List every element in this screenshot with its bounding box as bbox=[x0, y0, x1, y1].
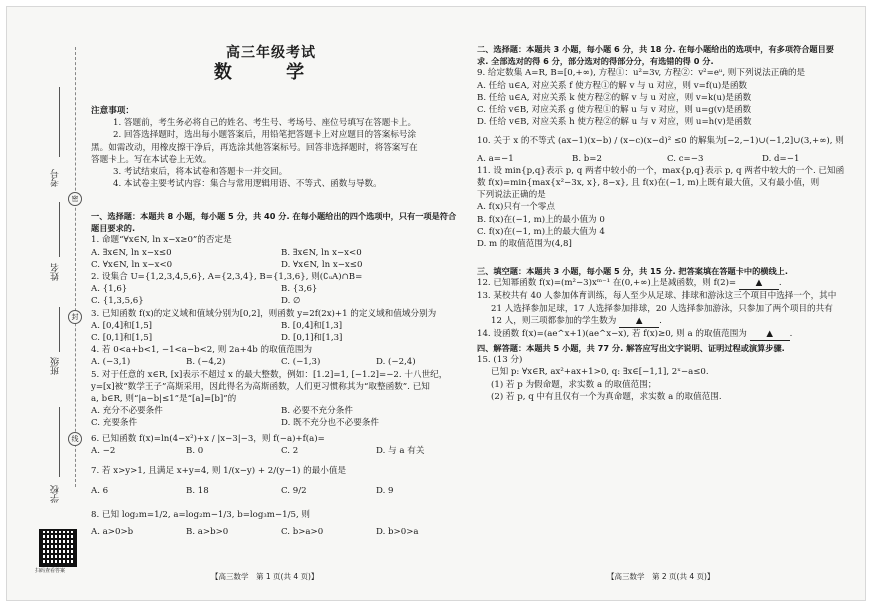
q5-option-d: D. 既不充分也不必要条件 bbox=[281, 418, 379, 429]
school-label: 学校 bbox=[51, 485, 61, 503]
q1-option-b: B. ∃x∈N, ln x−x<0 bbox=[281, 247, 362, 258]
q14-text: 14. 设函数 f(x)=(ae^x+1)(ae^x−x), 若 f(x)≥0, 则 a 的取值范围为 bbox=[477, 329, 747, 340]
q6-option-c: C. 2 bbox=[281, 445, 299, 456]
q13-stem-cont: 12 人，则三项都参加的学生数为 ▲ . bbox=[477, 315, 857, 328]
q9-option-c: C. 任给 v∈B, 对应关系 g 使方程①的解 u 与 v 对应，则 u=g(v)是函数 bbox=[477, 105, 752, 116]
q4-option-a: A. (−3,1) bbox=[91, 357, 131, 368]
q6-option-a: A. −2 bbox=[91, 445, 116, 456]
q13-stem: 13. 某校共有 40 人参加体育训练，每人至少从足球、排球和游泳这三个项目中选择一个，其中 bbox=[477, 291, 837, 302]
q3-option-c: C. [0,1]和[1,5] bbox=[91, 333, 153, 344]
q2-option-a: A. {1,6} bbox=[91, 284, 128, 295]
q14-stem: 14. 设函数 f(x)=(ae^x+1)(ae^x−x), 若 f(x)≥0, 则 a 的取值范围为 ▲ . bbox=[477, 328, 857, 341]
section-1-heading-cont: 题目要求的. bbox=[91, 223, 136, 234]
q11-stem-cont: 数 f(x)=min{max{x²−3x, x}, 8−x}, 且 f(x)在(−1, m)上既有最大值，又有最小值，则 bbox=[477, 178, 820, 189]
section-3-heading: 三、填空题：本题共 3 小题，每小题 5 分，共 15 分. 把答案填在答题卡中的横线上. bbox=[477, 266, 788, 276]
q7-option-a: A. 6 bbox=[91, 486, 109, 497]
q6-option-b: B. 0 bbox=[186, 445, 204, 456]
q9-option-a: A. 任给 u∈A, 对应关系 f 使方程①的解 v 与 u 对应，则 v=f(u)是函数 bbox=[477, 80, 748, 91]
name-label: 姓名 bbox=[51, 263, 61, 281]
q4-stem: 4. 若 0<a+b<1, −1<a−b<2, 则 2a+4b 的取值范围为 bbox=[91, 345, 313, 356]
class-line bbox=[59, 307, 60, 352]
section-2-heading: 二、选择题：本题共 3 小题，每小题 6 分，共 18 分. 在每小题给出的选项中，有多项符合题目要 bbox=[477, 44, 834, 54]
q4-option-c: C. (−1,3) bbox=[281, 357, 321, 368]
q15-part-1: (1) 若 p 为假命题，求实数 a 的取值范围； bbox=[491, 379, 657, 390]
notice-block bbox=[91, 105, 471, 190]
q11-option-a: A. f(x)只有一个零点 bbox=[477, 202, 555, 213]
section-3 bbox=[477, 265, 857, 341]
q11-stem: 11. 设 min{p,q}表示 p, q 两者中较小的一个，max{p,q}表示 p, q 两者中较大的一个. 已知函 bbox=[477, 165, 845, 176]
q1-stem: 1. 命题“∀x∈N, ln x−x≥0”的否定是 bbox=[91, 235, 232, 246]
q1-option-c: C. ∀x∈N, ln x−x<0 bbox=[91, 259, 173, 270]
notice-line: 答题卡上。写在本试卷上无效。 bbox=[91, 154, 212, 165]
q8-option-a: A. a>0>b bbox=[91, 526, 134, 537]
qr-code[interactable] bbox=[39, 529, 77, 567]
exam-no-label: 考号 bbox=[51, 169, 61, 187]
q8-stem: 8. 已知 log₂m=1/2, a=log₂m−1/3, b=log₃m−1/5, 则 bbox=[91, 510, 311, 521]
section-1 bbox=[91, 210, 471, 538]
exam-sheet bbox=[6, 6, 866, 601]
q9-stem: 9. 给定数集 A=R, B=[0,+∞), 方程①：u²=3v, 方程②：v²=eᵘ, 则下列说法正确的是 bbox=[477, 68, 806, 79]
q4-option-d: D. (−2,4) bbox=[376, 357, 416, 368]
q5-option-c: C. 充要条件 bbox=[91, 418, 138, 429]
q2-option-d: D. ∅ bbox=[281, 296, 301, 307]
cut-line bbox=[75, 47, 76, 487]
notice-line: 1. 答题前，考生务必将自己的姓名、考生号、考场号、座位号填写在答题卡上。 bbox=[113, 118, 417, 129]
notice-line: 2. 回答选择题时，选出每小题答案后，用铅笔把答题卡上对应题目的答案标号涂 bbox=[113, 130, 417, 141]
q11-option-b: B. f(x)在(−1, m)上的最小值为 0 bbox=[477, 214, 605, 225]
q2-option-b: B. {3,6} bbox=[281, 284, 318, 295]
notice-line: 3. 考试结束后，将本试卷和答题卡一并交回。 bbox=[113, 167, 288, 178]
section-1-heading: 一、选择题：本题共 8 小题，每小题 5 分，共 40 分. 在每小题给出的四个选项中，只有一项是符合 bbox=[91, 211, 457, 221]
q5-stem: 5. 对于任意的 x∈R, [x]表示不超过 x 的最大整数，例如：[1.2]=1, [−1.2]=−2. 十八世纪， bbox=[91, 369, 448, 380]
q7-option-c: C. 9/2 bbox=[281, 486, 307, 497]
exam-no-line bbox=[59, 87, 60, 157]
q12-stem: 12. 已知幂函数 f(x)=(m²−3)xᵐ⁻¹ 在(0,+∞)上是减函数，则 f(2)= ▲ . bbox=[477, 277, 857, 290]
seal-mark-mi: 密 bbox=[68, 192, 82, 206]
q7-option-d: D. 9 bbox=[376, 486, 394, 497]
q15-stem: 已知 p: ∀x∈R, ax²+ax+1>0, q: ∃x∈[−1,1], 2ˣ−a≤0. bbox=[491, 367, 709, 378]
class-label: 班级 bbox=[51, 357, 61, 375]
q10-stem: 10. 关于 x 的不等式 (ax−1)(x−b) / (x−c)(x−d)² ≤0 的解集为[−2,−1)∪(−1,2]∪(3,+∞), 则 bbox=[477, 136, 844, 147]
q11-option-d: D. m 的取值范围为(4,8] bbox=[477, 239, 572, 250]
q14-answer-blank[interactable]: ▲ bbox=[750, 328, 790, 341]
q5-option-a: A. 充分不必要条件 bbox=[91, 406, 163, 417]
q5-stem-cont: a, b∈R, 则“|a−b|≤1”是“[a]=[b]”的 bbox=[91, 394, 237, 405]
q6-stem: 6. 已知函数 f(x)=ln(4−x²)+x / |x−3|−3，则 f(−a)+f(a)= bbox=[91, 433, 325, 444]
section-4-heading: 四、解答题：本题共 5 小题，共 77 分. 解答应写出文字说明、证明过程或演算步骤. bbox=[477, 343, 785, 353]
q13-stem-cont: 21 人选择参加足球，17 人选择参加排球，20 人选择参加游泳，只参加了两个项目的共有 bbox=[491, 303, 833, 314]
q9-option-d: D. 任给 v∈B, 对应关系 h 使方程②的解 u 与 v 对应，则 u=h(v)是函数 bbox=[477, 117, 752, 128]
q3-option-b: B. [0,4]和[1,3] bbox=[281, 320, 343, 331]
q4-option-b: B. (−4,2) bbox=[186, 357, 226, 368]
q5-option-b: B. 必要不充分条件 bbox=[281, 406, 353, 417]
q15-heading: 15. (13 分) bbox=[477, 355, 523, 366]
q7-option-b: B. 18 bbox=[186, 486, 209, 497]
notice-heading: 注意事项： bbox=[91, 106, 134, 116]
q15-part-2: (2) 若 p, q 中有且仅有一个为真命题，求实数 a 的取值范围. bbox=[491, 391, 722, 402]
school-line bbox=[59, 407, 60, 477]
page-2-footer: 【高三数学 第 2 页(共 4 页)】 bbox=[607, 572, 715, 581]
section-2-heading-cont: 求. 全部选对的得 6 分，部分选对的得部分分，有选错的得 0 分. bbox=[477, 56, 714, 67]
exam-title: 高三年级考试 bbox=[226, 45, 316, 61]
q1-option-a: A. ∃x∈N, ln x−x≤0 bbox=[91, 247, 172, 258]
q12-answer-blank[interactable]: ▲ bbox=[739, 277, 779, 290]
notice-line: 黑。如需改动，用橡皮擦干净后，再选涂其他答案标号。回答非选择题时，将答案写在 bbox=[91, 142, 418, 153]
q10-option-c: C. c=−3 bbox=[667, 153, 704, 164]
name-line bbox=[59, 202, 60, 257]
notice-line: 4. 本试卷主要考试内容：集合与常用逻辑用语、不等式、函数与导数。 bbox=[113, 179, 382, 190]
q3-stem: 3. 已知函数 f(x)的定义域和值域分别为[0,2]，则函数 y=2f(2x)+1 的定义域和值域分别为 bbox=[91, 308, 437, 319]
q9-option-b: B. 任给 u∈A, 对应关系 k 使方程②的解 v 与 u 对应，则 v=k(u)是函数 bbox=[477, 92, 752, 103]
q8-option-b: B. a>b>0 bbox=[186, 526, 229, 537]
binding-strip bbox=[7, 7, 87, 600]
q1-option-d: D. ∀x∈N, ln x−x≤0 bbox=[281, 259, 363, 270]
page-1-footer: 【高三数学 第 1 页(共 4 页)】 bbox=[211, 572, 319, 581]
q3-option-a: A. [0,4]和[1,5] bbox=[91, 320, 153, 331]
seal-mark-xian: 线 bbox=[68, 432, 82, 446]
q11-stem-cont: 下列说法正确的是 bbox=[477, 190, 546, 201]
q7-stem: 7. 若 x>y>1, 且满足 x+y=4, 则 1/(x−y) + 2/(y−1) 的最小值是 bbox=[91, 466, 347, 477]
seal-mark-feng: 封 bbox=[68, 310, 82, 324]
q13-answer-blank[interactable]: ▲ bbox=[619, 315, 659, 328]
exam-subject: 数 学 bbox=[213, 62, 329, 83]
section-2 bbox=[477, 43, 857, 250]
q8-option-d: D. b>0>a bbox=[376, 526, 419, 537]
q10-option-d: D. d=−1 bbox=[762, 153, 800, 164]
q3-option-d: D. [0,1]和[1,3] bbox=[281, 333, 343, 344]
q10-option-a: A. a=−1 bbox=[477, 153, 514, 164]
q13-text: 12 人，则三项都参加的学生数为 bbox=[491, 315, 617, 326]
qr-caption: 扫码查看答案 bbox=[35, 568, 66, 574]
q12-text: 12. 已知幂函数 f(x)=(m²−3)xᵐ⁻¹ 在(0,+∞)上是减函数，则 f(2)= bbox=[477, 278, 737, 289]
q2-stem: 2. 设集合 U={1,2,3,4,5,6}, A={2,3,4}, B={1,3,6}, 则(∁ᵤA)∩B= bbox=[91, 272, 363, 283]
q10-option-b: B. b=2 bbox=[572, 153, 602, 164]
q11-option-c: C. f(x)在(−1, m)上的最大值为 4 bbox=[477, 226, 605, 237]
section-4 bbox=[477, 342, 857, 403]
q8-option-c: C. b>a>0 bbox=[281, 526, 324, 537]
q5-stem-cont: y=[x]被“数学王子”高斯采用，因此得名为高斯函数，人们更习惯称其为“取整函数”. 已知 bbox=[91, 381, 430, 392]
q6-option-d: D. 与 a 有关 bbox=[376, 445, 425, 456]
q2-option-c: C. {1,3,5,6} bbox=[91, 296, 144, 307]
